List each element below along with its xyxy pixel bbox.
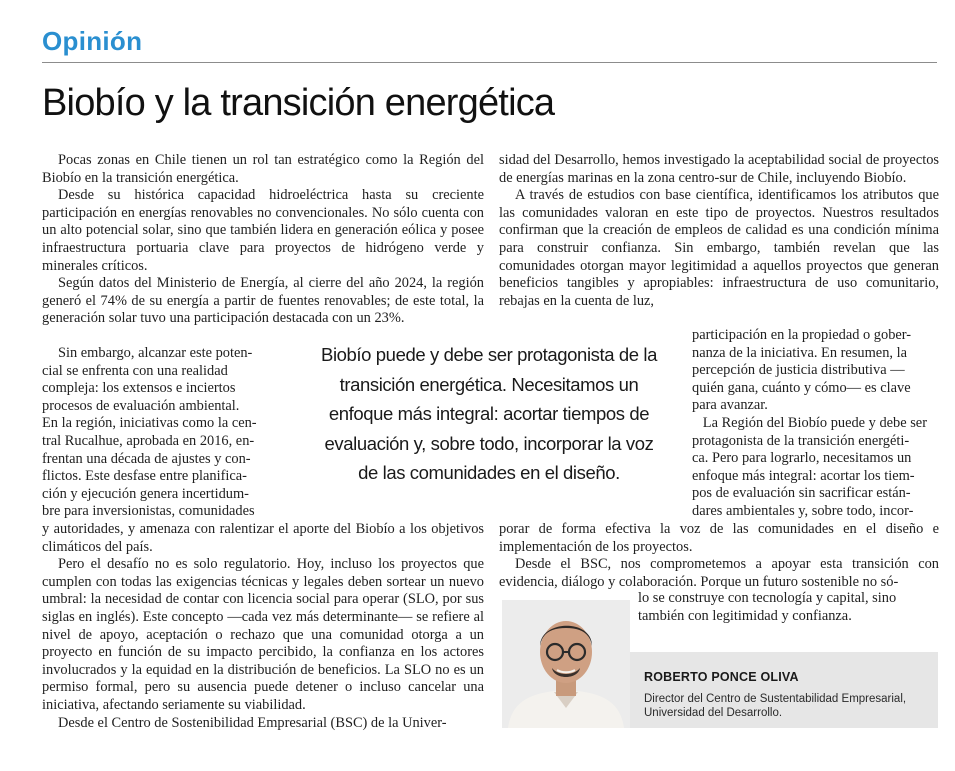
text-line: quién gana, cuánto y cómo— es clave [692, 379, 911, 396]
col1-bottom [42, 521, 484, 732]
text-line: pos de evaluación sin sacrificar están- [692, 485, 911, 502]
text-line: flictos. Este desfase entre planifica- [42, 468, 247, 485]
text-line: En la región, iniciativas como la cen- [42, 415, 257, 432]
section-label: Opinión [42, 26, 143, 56]
text-line: enfoque más integral: acortar los tiem- [692, 467, 915, 484]
paragraph: Pero el desafío no es solo regulatorio. Hoy, incluso los proyectos que cumplen con todas las exigencias técnicas y legales deben sortear un nuevo umbral: la necesidad de contar con licencia social para operar (SLO, por sus siglas en inglés). Este concepto —cada vez más determinante— se refiere al nivel de apoyo, aceptación o rechazo que una comunidad otorga a un proyecto en función de su impacto percibido, la confianza en los actores involucrados y la equidad en la distribución de beneficios. La SLO no es un permiso formal, pero su ausencia puede detener o incluso cancelar una iniciativa, afectando seriamente su viabilidad. [42, 556, 484, 713]
paragraph: Pocas zonas en Chile tienen un rol tan estratégico como la Región del Biobío en la transición energética. [42, 152, 484, 186]
paragraph: A través de estudios con base científica, identificamos los atributos que las comunidades valoran en este tipo de proyectos. Nuestros resultados confirman que la creación de empleos de calidad es una condición mínima para construir confianza. Sin embargo, también revelan que las comunidades otorgan mayor legitimidad a aquellos proyectos que generan beneficios tangibles y apropiables: infraestructura de uso comunitario, rebajas en la cuenta de luz, [499, 187, 939, 309]
text-line: nanza de la iniciativa. En resumen, la [692, 344, 907, 361]
col2-top [499, 152, 939, 310]
author-name: ROBERTO PONCE OLIVA [644, 670, 799, 684]
author-photo [502, 600, 630, 728]
author-box [630, 652, 938, 728]
text-line: procesos de evaluación ambiental. [42, 397, 240, 414]
text-line: ca. Pero para lograrlo, necesitamos un [692, 450, 912, 467]
headline: Biobío y la transición energética [42, 82, 555, 124]
pull-quote-line: enfoque más integral: acortar tiempos de [328, 403, 650, 424]
pull-quote-line: evaluación y, sobre todo, incorporar la voz [324, 432, 654, 454]
paragraph: Desde su histórica capacidad hidroeléctrica hasta su creciente participación en energías renovables no convencionales. No sólo cuenta con un alto potencial solar, sino que también lidera en generación eólica y posee infraestructura portuaria clave para proyectos de hidrógeno verde y minerales críticos. [42, 187, 484, 274]
pull-quote-line: de las comunidades en el diseño. [358, 462, 620, 483]
text-line: percepción de justicia distributiva — [692, 362, 905, 379]
text-line: tral Rucalhue, aprobada en 2016, en- [42, 432, 255, 449]
col2-end [638, 590, 896, 625]
author-portrait-icon [502, 600, 630, 728]
text-line: La Región del Biobío puede y debe ser [692, 414, 927, 431]
author-role-line: Universidad del Desarrollo. [644, 707, 783, 719]
paragraph: Desde el BSC, nos comprometemos a apoyar esta transición con evidencia, diálogo y colaboración. Porque un futuro sostenible no só- [499, 556, 939, 590]
col2-mid [499, 521, 939, 591]
pull-quote [316, 340, 662, 488]
text-line: dares ambientales y, sobre todo, incor- [692, 502, 914, 519]
text-line: Sin embargo, alcanzar este poten- [58, 345, 253, 361]
text-line: frentan una década de ajustes y con- [42, 450, 251, 467]
text-line: compleja: los extensos e inciertos [42, 380, 236, 397]
text-line: protagonista de la transición energéti- [692, 432, 910, 449]
text-line: también con legitimidad y confianza. [638, 607, 852, 624]
text-line: participación en la propiedad o gober- [692, 327, 912, 343]
paragraph: porar de forma efectiva la voz de las comunidades en el diseño e implementación de los proyectos. [499, 521, 939, 555]
col2-wrap [692, 327, 927, 521]
text-line: para avanzar. [692, 397, 768, 414]
author-role [644, 692, 906, 720]
paragraph: Desde el Centro de Sostenibilidad Empresarial (BSC) de la Univer- [58, 714, 447, 731]
text-line: bre para inversionistas, comunidades [42, 503, 255, 520]
col1-wrap [42, 345, 257, 521]
section-rule [42, 62, 937, 63]
text-line: ción y ejecución genera incertidum- [42, 485, 249, 502]
paragraph: Según datos del Ministerio de Energía, al cierre del año 2024, la región generó el 74% de su energía a partir de fuentes renovables; de este total, la generación solar tuvo una participación destacada con un 23%. [42, 275, 484, 327]
author-role-line: Director del Centro de Sustentabilidad Empresarial, [644, 693, 907, 705]
col1-top [42, 152, 484, 328]
text-line: cial se enfrenta con una realidad [42, 362, 228, 379]
pull-quote-line: transición energética. Necesitamos un [339, 373, 639, 395]
paragraph: y autoridades, y amenaza con ralentizar el aporte del Biobío a los objetivos climáticos del país. [42, 521, 484, 555]
text-line: lo se construye con tecnología y capital, sino [638, 590, 897, 606]
pull-quote-line: Biobío puede y debe ser protagonista de la [321, 344, 657, 365]
paragraph: sidad del Desarrollo, hemos investigado la aceptabilidad social de proyectos de energías marinas en la zona centro-sur de Chile, incluyendo Biobío. [499, 152, 939, 186]
